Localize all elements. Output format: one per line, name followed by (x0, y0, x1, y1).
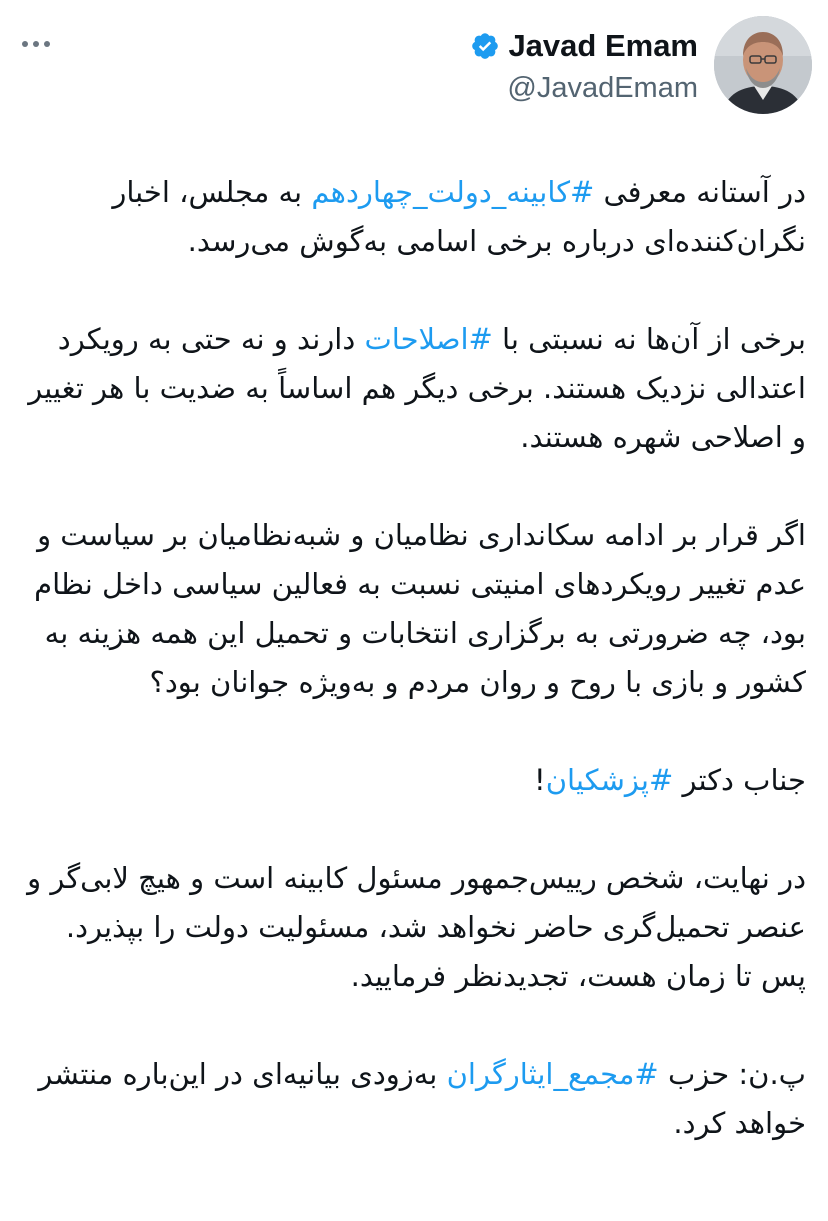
author-info (470, 26, 698, 108)
tweet-paragraph-2 (16, 315, 806, 462)
tweet-text-segment: در آستانه معرفی (594, 175, 806, 209)
author-display-name[interactable]: Javad Emam (508, 28, 698, 63)
verified-badge-icon (470, 31, 500, 61)
avatar[interactable] (714, 16, 812, 114)
hashtag-link[interactable]: #مجمع_ایثارگران (446, 1057, 659, 1091)
more-dot-icon (33, 41, 39, 47)
more-options-button[interactable] (16, 30, 56, 58)
tweet-paragraph-1 (16, 168, 806, 266)
tweet-paragraph-4 (16, 756, 806, 805)
hashtag-link[interactable]: #پزشکیان (545, 763, 674, 797)
tweet-text-segment: جناب دکتر (673, 763, 806, 797)
tweet-text (16, 168, 806, 1148)
tweet-text-segment: به‌زودی بیانیه‌ای در این‌باره منتشر خواهد کرد. (38, 1057, 806, 1140)
profile-photo-icon (714, 16, 812, 114)
tweet-text-segment: برخی از آن‌ها نه نسبتی با (492, 322, 806, 356)
hashtag-link[interactable]: #کابینه_دولت_چهاردهم (311, 175, 595, 209)
tweet-text-segment: به مجلس، اخبار نگران‌کننده‌ای درباره برخی اسامی به‌گوش می‌رسد. (112, 175, 806, 258)
more-dot-icon (22, 41, 28, 47)
tweet-text-segment: دارند و نه حتی به رویکرد اعتدالی نزدیک هستند. برخی دیگر هم اساساً به ضدیت با هر تغییر و اصلاحی شهره هستند. (28, 322, 806, 454)
tweet-paragraph-6 (16, 1050, 806, 1148)
tweet-text-segment: ! (534, 763, 546, 797)
more-dot-icon (44, 41, 50, 47)
tweet-header (0, 0, 828, 130)
tweet-paragraph-5: در نهایت، شخص رییس‌جمهور مسئول کابینه است و هیچ لابی‌گر و عنصر تحمیل‌گری حاضر نخواهد شد، مسئولیت دولت را بپذیرد. پس تا زمان هست، تجدیدنظر فرمایید. (27, 861, 806, 993)
author-name-row (470, 26, 698, 66)
hashtag-link[interactable]: #اصلاحات (364, 322, 493, 356)
author-handle[interactable]: @JavadEmam (507, 72, 698, 104)
tweet-text-segment: پ.ن: حزب (658, 1057, 806, 1091)
tweet-paragraph-3: اگر قرار بر ادامه سکانداری نظامیان و شبه‌نظامیان بر سیاست و عدم تغییر رویکردهای امنیتی نسبت به فعالین سیاسی داخل نظام بود، چه ضرورتی به برگزاری انتخابات و تحمیل این همه هزینه به کشور و بازی با روح و روان مردم و به‌ویژه جوانان بود؟ (34, 518, 806, 699)
